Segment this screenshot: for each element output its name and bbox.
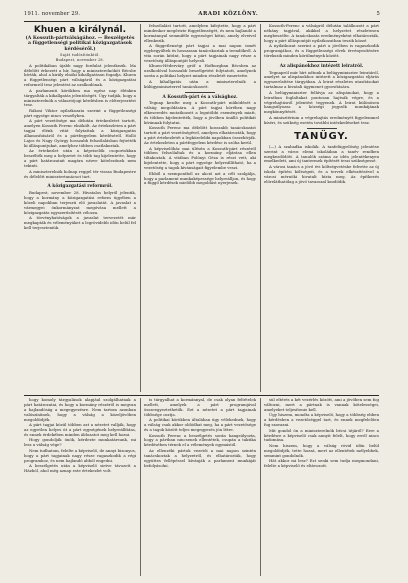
- paragraph: Mit gondol ön a miniszterelnök bécsi útjáról? Erre a kérdésre a képviselő csak annyit felelt, hogy erről nincs tudomása.: [264, 427, 379, 443]
- paragraph: (—) A szabadka iskolák. A tanfelügyelőség jelentése szerint a város elemi iskoláiban a tanév rendben megkezdődött. A tanulók száma az idén jelentékenyen emelkedett, ami új tantermek építését teszi szükségessé.: [264, 143, 379, 164]
- column-3: [264, 24, 379, 392]
- paragraph: Hát akkor mi lesz? Ezt senki sem tudja megmondani, felelte a képviselő és eltávozott.: [264, 458, 379, 469]
- paragraph: A beszélgetés után a képviselő sietve távozott a Házból, ahol még aznap este értekezlet volt.: [24, 463, 136, 474]
- paragraph: Az ellenzéki pártok vezetői a mai napon szintén tanácskoztak a helyzetről, és elhatározták, hogy együttes fellépéssel kívánják a parlament munkáját befolyásolni.: [144, 447, 256, 468]
- header-rule: [24, 21, 380, 22]
- section-divider: [307, 128, 337, 129]
- section-title: Az alispánokhoz intézett leiratról.: [279, 63, 364, 69]
- newspaper-name: ARADI KÖZLÖNY.: [198, 11, 259, 17]
- paragraph: A párt vezetősége ma délután értekezletet tartott, amelyen Kossuth Ferenc elnökölt. Az értekezleten a párt tagjai élénk vitát folytattak a közigazgatás államosításáról és a pártfegyelem kérdéséről. Holló Lajos és Nagy György hosszabb felszólalásban fejtették ki álláspontjukat, amelyhez többen csatlakoztak.: [24, 118, 136, 148]
- paragraph: A városi tanács a jövő évi költségvetésbe felvette az új iskola építési költségeit, és a tervek elkészítésével a városi mérnöki hivatalt bízta meg. Az építkezés előreláthatólag a jövő tavasszal kezdődik.: [264, 163, 379, 184]
- paragraph: felszólalást tartott, amelyben kifejtette, hogy a párt mindenkor megőrizte függetlenségét, és nem hajlandó a kormánnyal semmiféle egyezséget kötni, amely elveivel ellenkezik.: [144, 24, 256, 43]
- section-divider: [185, 92, 215, 93]
- bottom-column-1: [24, 398, 136, 576]
- paragraph: sül eltérés a két vezérlés között, ami a jövőben sem fog változni, mert a pártnak is vannak kötelességei, amelyeket teljesítenie kell.: [264, 398, 379, 412]
- section-title: A Kossuth-párt és a válsághoz.: [162, 94, 238, 100]
- article-headline: Khuen a királynál.: [33, 25, 127, 35]
- notice-title: TANÜGY.: [294, 130, 349, 142]
- page-header: [24, 8, 380, 20]
- paragraph: Hogy gondolják önök, kérdezte munkatársunk, mi lesz a válság vége?: [24, 437, 136, 448]
- section-separator: [24, 395, 379, 396]
- issue-date: 1911. november 29.: [24, 11, 81, 17]
- bottom-column-2: [144, 398, 256, 576]
- paragraph: A függetlenségi párt tagjai a mai napon ismét egybegyűltek és hosszasan tanácskoztak a teendőkről. A vita során kitűnt, hogy a párt tagjainak nagy része a vezetőség álláspontját helyesli.: [144, 43, 256, 63]
- paragraph: Nem tudhatom, felelte a képviselő, de annyi bizonyos, hogy a párt tagjainak nagy része ragaszkodik a régi programhoz, és nem hajlandó abból engedni.: [24, 447, 136, 463]
- column-1: [24, 24, 136, 392]
- paragraph: A parlamenti körökben ma egész nap élénken tárgyalták a kihallgatás jelentőségét. Úgy tudják, hogy a miniszterelnök a választójogi kérdésben is előterjesztést tesz.: [24, 87, 136, 108]
- paragraph: Rákosi Viktor nyilatkozata szerint a függetlenségi párt egysége nincs veszélyben.: [24, 107, 136, 118]
- column-2: [144, 24, 256, 392]
- paragraph: Budapest, november 28. Hivatalos helyről jelentik, hogy a kormány a közigazgatási reform ügyében a közeli napokban terjeszti elő javaslatát. A javaslat a vármegyei önkormányzat megóvása mellett a közigazgatás egyszerűsítését célozza.: [24, 190, 136, 215]
- paragraph: A politikai körökben általában úgy vélekednek, hogy a válság csak akkor oldódhat meg, ha a párt vezetősége és a tagok között teljes megegyezés jön létre.: [144, 417, 256, 433]
- paragraph: A nyilatkozat szerint a párt a jövőben is ragaszkodik programjához, és a függetlenségi elvek érvényesítésére törekszik minden körülmények között.: [264, 43, 379, 59]
- paragraph: Úgy hiszem, mondta a képviselő, hogy a többség ebben a kérdésben a vezetőséggel tart, és ennek megfelelően fog szavazni.: [264, 412, 379, 428]
- paragraph: Kossuth Ferenc ma délelőtt hosszabb tanácskozást tartott a párt vezetőségével, amelyen elhatározták, hogy a párt értekezletét a legközelebbi napokban összehívják. Az értekezleten a pártfegyelem kérdése is szóba kerül.: [144, 125, 256, 145]
- column-divider: [260, 398, 261, 576]
- article-subhead: (A Kossuth-pártválságához. — Beszélgetés a függetlenségi politikai közigazgatások kérdéséről.): [25, 36, 135, 52]
- paragraph: A minisztérium a végrehajtás eredményét figyelemmel kíséri, és szükség esetén további intézkedéseket tesz.: [264, 114, 379, 125]
- paragraph: A képviselőház mai ülésén a Kossuth-párt részéről többen felszólaltak és a kormány eljárása ellen tiltakoztak. A vitában Polónyi Géza is részt vett, aki kijelentette, hogy a párt egysége helyreállítható, ha a vezetőség a tagok kívánságait figyelembe veszi.: [144, 145, 256, 171]
- paragraph: hogy komoly tárgyalások alapjául szolgálhatnak a párt határozatai, és hogy a kormány részéről is megvan a hajlandóság a megegyezésre. Nem tartom azonban valószínűnek, hogy a válság a közeljövőben megoldódjék.: [24, 398, 136, 422]
- paragraph: A párt tagjai közül többen azt a nézetet vallják, hogy az egyetlen helyes út a párt egységének helyreállítása, és ennek érdekében minden áldozatot meg kell hozni.: [24, 422, 136, 437]
- paragraph: Nem hiszem, hogy a válság rövid időn belül megoldódjék, tette hozzá, mert az ellentétek mélyebbek, semmint gondolnók.: [264, 442, 379, 458]
- bottom-column-3: [264, 398, 379, 576]
- paragraph: A belügyminiszter felhívja az alispánokat, hogy a leiratban foglaltakat pontosan hajtsák végre, és a végrehajtásról jelentést tegyenek. A leirat különösen hangsúlyozza a községi jegyzők munkájának megkönnyítését.: [264, 89, 379, 115]
- paragraph: A kihallgatás után a miniszterelnök a külügyminiszterrel tanácskozott.: [144, 78, 256, 89]
- paragraph: A politikában újabb nagy fordulat jelentkezik. Ma délelőtt érkezett a hír, hogy a miniszterelnököt Bécsbe hívták, ahol a király elnöki kihallgatáson fogadja. Khuen a függetlenségi párt válságáról és a közigazgatási reformról tesz jelentést az uralkodónak.: [24, 62, 136, 88]
- section-title: A közigazgatási reformról.: [47, 184, 113, 190]
- paragraph: Tegnapról már hírt adtunk a belügyminiszter leiratáról, amelyet az alispánokhoz intézett a közigazgatási eljárás egyszerűsítése tárgyában. A leirat részletes utasításokat tartalmaz a hivatali ügymenet gyorsítására.: [264, 69, 379, 90]
- article-byline: Saját tudósítónktól.: [60, 53, 100, 58]
- column-divider: [260, 24, 261, 392]
- paragraph: is tárgyalhat a kormánnyal, de csak olyan feltételek mellett, amelyek a párt programjával összeegyeztethetők. Ezt a nézetet a párt tagjainak többsége osztja.: [144, 398, 256, 417]
- paragraph: Kossuth-Ferenc a válságról délután találkozott a párt néhány tagjával, akikkel a helyzetet részletesen megbeszélte. A tanácskozás eredményeként elhatározták, hogy a párt álláspontját nyilatkozatban teszik közzé.: [264, 24, 379, 43]
- section-divider: [307, 61, 337, 62]
- paragraph: A törvényhatóságok a javaslat tervezetét már megkapták és véleményüket a legrövidebb időn belül fel kell terjeszteniük.: [24, 215, 136, 230]
- paragraph: Kossuth Ferenc a beszélgetés során hangsúlyozta, hogy a pártban nincsenek ellentétek, csupán a taktika kérdésében térnek el a vélemények egymástól.: [144, 432, 256, 448]
- paragraph: Az értekezlet után a képviselők csoportokban beszélték meg a helyzetet és több tag kijelentette, hogy a párt határozatait magára nézve kötelezőnek nem tekinti.: [24, 148, 136, 169]
- article-dateline: Budapest, november 28.: [55, 58, 105, 63]
- paragraph: Khuen-Héderváry gróf a Hofburgban Bécsben az uralkodóval hosszabb beszélgetést folytatott, amelynek során a politikai helyzet minden részletét ismertette.: [144, 63, 256, 79]
- column-divider: [140, 24, 141, 392]
- page-number: 5: [376, 11, 380, 17]
- section-divider: [65, 181, 95, 182]
- paragraph: A miniszterelnök holnap reggel tér vissza Budapestre és délelőtt minisztertanácsot tart.: [24, 168, 136, 179]
- column-divider: [140, 398, 141, 576]
- paragraph: Ebből a szempontból az akció azt a célt szolgálja, hogy a parlament munkaképessége helyreálljon, és hogy a függő kérdések mielőbb megoldást nyerjenek.: [144, 170, 256, 186]
- paragraph: Tegnap kezdte meg a Kossuth-párt működését a válság megoldására. A párt tagjai körében nagy elkeseredés mutatkozott a legutóbbi események miatt, és többen kijelentették, hogy a jövőben önálló politikát kívánnak folytatni.: [144, 100, 256, 125]
